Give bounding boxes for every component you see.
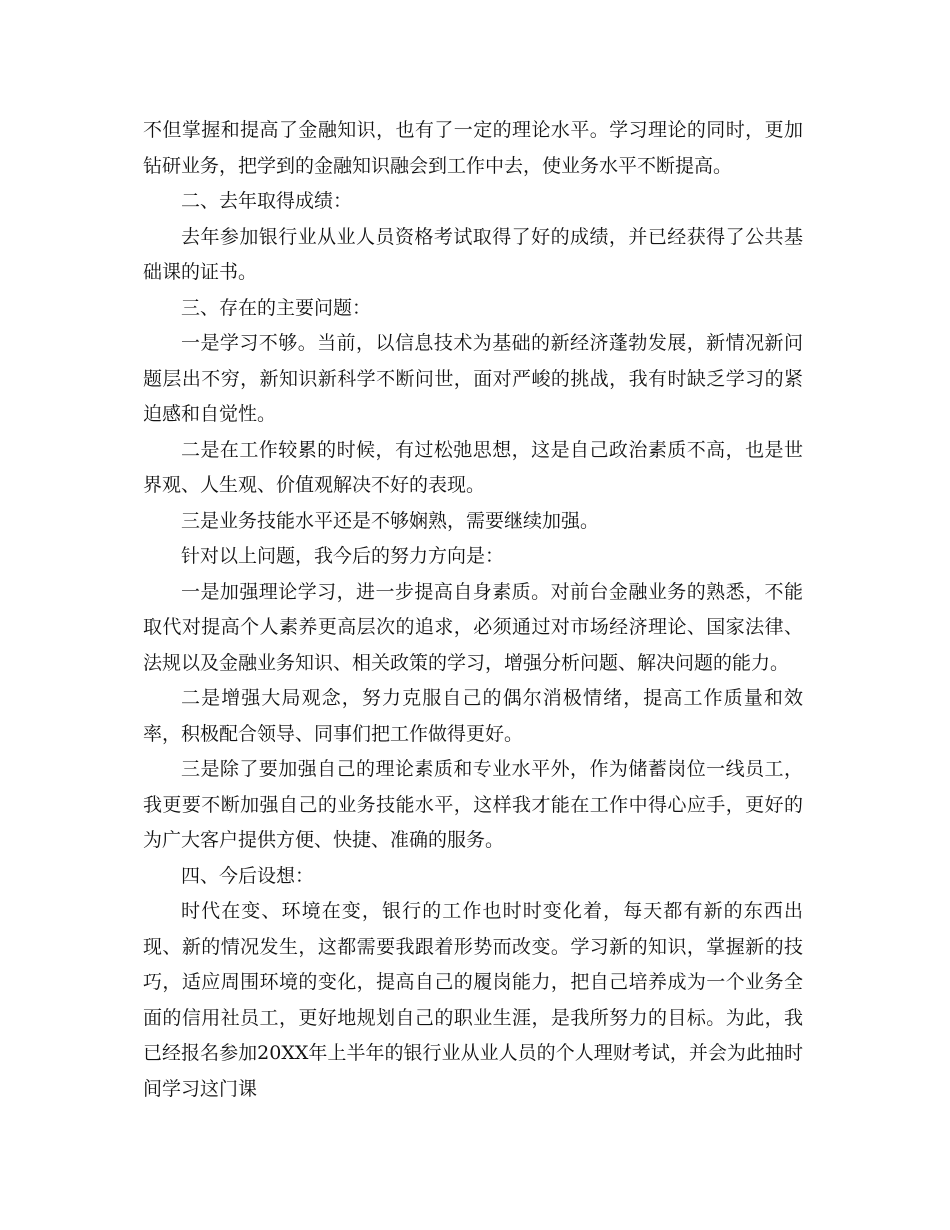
paragraph-direction-3: 三是除了要加强自己的理论素质和专业水平外，作为储蓄岗位一线员工，我更要不断加强自己的业务技能水平，这样我才能在工作中得心应手，更好的为广大客户提供方便、快捷、准确的服务。 [143, 758, 803, 851]
paragraph-direction-1: 一是加强理论学习，进一步提高自身素质。对前台金融业务的熟悉，不能取代对提高个人素养更高层次的追求，必须通过对市场经济理论、国家法律、法规以及金融业务知识、相关政策的学习，增强分析问题、解决问题的能力。 [143, 580, 803, 674]
paragraph-problem-1: 一是学习不够。当前，以信息技术为基础的新经济蓬勃发展，新情况新问题层出不穷，新知识新科学不断问世，面对严峻的挑战，我有时缺乏学习的紧迫感和自觉性。 [143, 332, 803, 425]
paragraph-2: 去年参加银行业从业人员资格考试取得了好的成绩，并已经获得了公共基础课的证书。 [143, 225, 803, 283]
section-heading-achievements: 二、去年取得成绩： [181, 190, 353, 212]
paragraph-direction-intro: 针对以上问题，我今后的努力方向是： [181, 545, 505, 567]
document-body [143, 113, 803, 1107]
paragraph-problem-2: 二是在工作较累的时候，有过松弛思想，这是自己政治素质不高，也是世界观、人生观、价值观解决不好的表现。 [143, 438, 803, 496]
paragraph-direction-2: 二是增强大局观念，努力克服自己的偶尔消极情绪，提高工作质量和效率，积极配合领导、同事们把工作做得更好。 [143, 687, 803, 745]
section-heading-plans: 四、今后设想： [181, 864, 315, 887]
paragraph-1: 不但掌握和提高了金融知识，也有了一定的理论水平。学习理论的同时，更加钻研业务，把学到的金融知识融会到工作中去，使业务水平不断提高。 [143, 119, 803, 177]
paragraph-problem-3: 三是业务技能水平还是不够娴熟，需要继续加强。 [181, 509, 600, 532]
paragraph-plans: 时代在变、环境在变，银行的工作也时时变化着，每天都有新的东西出现、新的情况发生，这都需要我跟着形势而改变。学习新的知识，掌握新的技巧，适应周围环境的变化，提高自己的履岗能力，把自己培养成为一个业务全面的信用社员工，更好地规划自己的职业生涯，是我所努力的目标。为此，我已经报名参加20XX年上半年的银行业从业人员的个人理财考试，并会为此抽时间学习这门课 [143, 900, 803, 1100]
section-heading-problems: 三、存在的主要问题： [181, 296, 372, 319]
